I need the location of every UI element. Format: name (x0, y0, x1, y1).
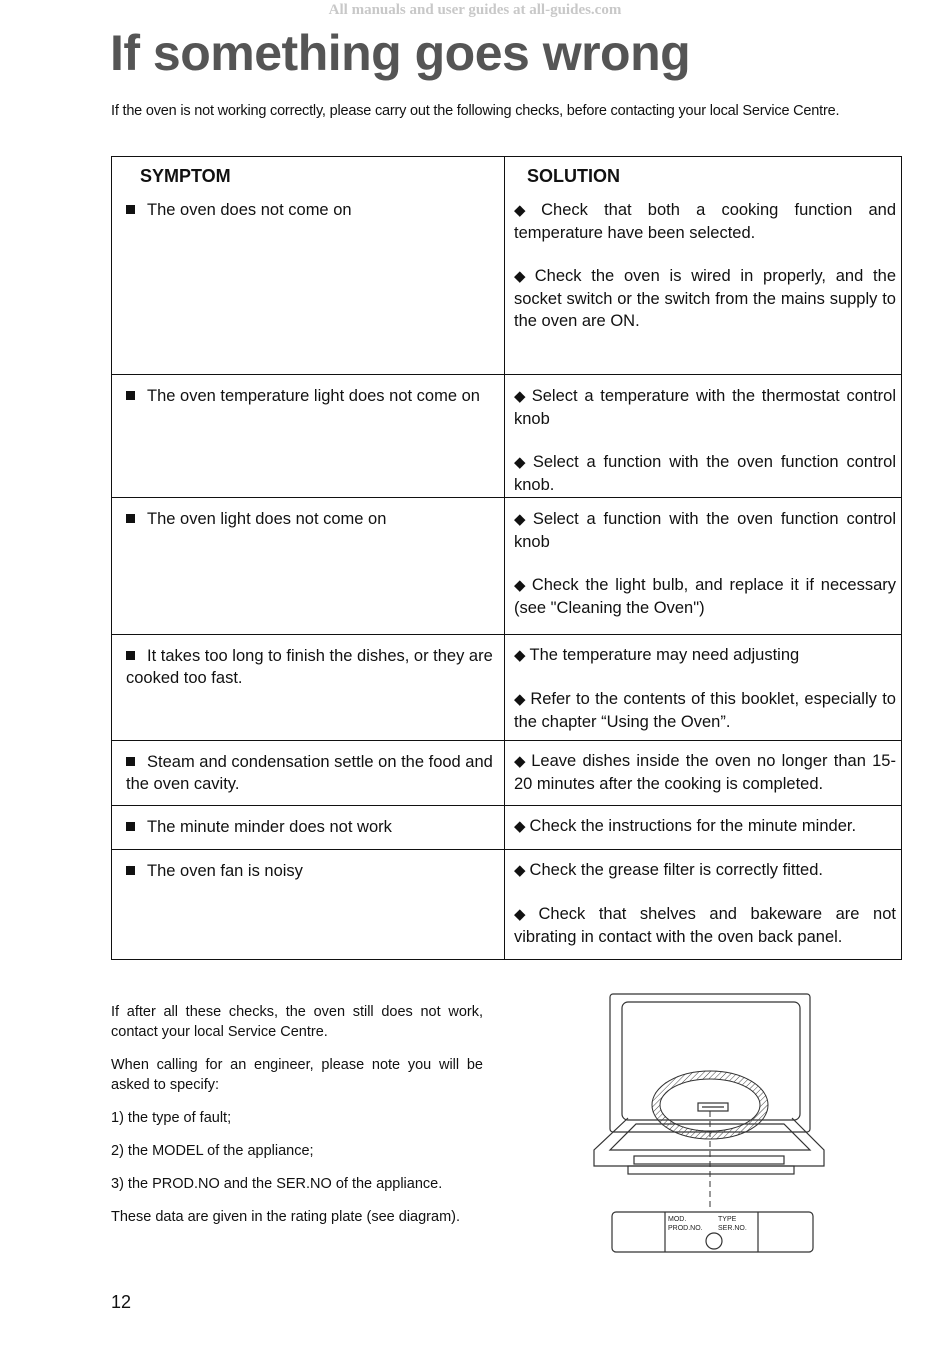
solution-text: The temperature may need adjusting (529, 646, 800, 664)
table-row (112, 635, 902, 741)
diamond-bullet-icon: ◆ (514, 511, 529, 528)
diamond-bullet-icon: ◆ (514, 818, 526, 835)
solution-text: Check the instructions for the minute minder. (529, 817, 857, 835)
page-title: If something goes wrong (110, 25, 691, 81)
solution-item (505, 199, 901, 244)
table-row (112, 498, 902, 635)
table-row (112, 375, 902, 498)
symptom-label: The minute minder does not work (147, 818, 392, 836)
solution-text: Select a temperature with the thermostat control knob (514, 387, 896, 428)
list-item: 1) the type of fault; (111, 1110, 232, 1126)
symptom-text (112, 806, 504, 838)
square-bullet-icon (126, 651, 135, 660)
table-row (112, 157, 902, 375)
solution-cell (505, 741, 902, 806)
diamond-bullet-icon: ◆ (514, 454, 529, 471)
symptom-cell (112, 375, 505, 498)
solution-text: Select a function with the oven function control knob (514, 510, 896, 551)
solution-text: Leave dishes inside the oven no longer than 15-20 minutes after the cooking is completed. (514, 752, 896, 793)
solution-item (505, 688, 901, 733)
solution-item (505, 815, 901, 838)
symptom-text (112, 375, 504, 407)
solution-text: Check the grease filter is correctly fitted. (529, 861, 823, 879)
solution-header: SOLUTION (527, 166, 620, 186)
square-bullet-icon (126, 866, 135, 875)
table-row (112, 806, 902, 850)
rating-plate (612, 1212, 813, 1252)
table-row (112, 741, 902, 806)
solution-text: Check that shelves and bakeware are not vibrating in contact with the oven back panel. (514, 905, 896, 946)
table-row (112, 850, 902, 960)
solution-item (505, 385, 901, 430)
symptom-text (112, 498, 504, 530)
symptom-label: Steam and condensation settle on the food and the oven cavity. (126, 753, 493, 793)
troubleshooting-table (111, 156, 902, 960)
square-bullet-icon (126, 514, 135, 523)
solution-cell (505, 635, 902, 741)
symptom-label: The oven light does not come on (147, 510, 387, 528)
solution-item (505, 859, 901, 882)
symptom-cell (112, 806, 505, 850)
square-bullet-icon (126, 205, 135, 214)
plate-mod-label: MOD. (668, 1216, 687, 1223)
square-bullet-icon (126, 757, 135, 766)
diamond-bullet-icon: ◆ (514, 862, 526, 879)
diamond-bullet-icon: ◆ (514, 753, 528, 770)
list-item: 2) the MODEL of the appliance; (111, 1143, 314, 1159)
square-bullet-icon (126, 822, 135, 831)
symptom-cell (112, 157, 505, 375)
solution-item (505, 903, 901, 948)
plate-ser-label: SER.NO. (718, 1225, 747, 1232)
solution-item (505, 574, 901, 619)
diamond-bullet-icon: ◆ (514, 268, 531, 285)
oven-base (628, 1166, 794, 1174)
symptom-cell (112, 741, 505, 806)
plate-type-label: TYPE (718, 1216, 737, 1223)
intro-text: If the oven is not working correctly, please carry out the following checks, before contacting your local Service Centre. (111, 103, 840, 119)
solution-cell (505, 157, 902, 375)
control-strip (634, 1156, 784, 1164)
solution-item (505, 265, 901, 332)
paragraph: When calling for an engineer, please note you will be asked to specify: (111, 1057, 483, 1093)
diamond-bullet-icon: ◆ (514, 202, 538, 219)
watermark: All manuals and user guides at all-guides.com (328, 2, 622, 18)
solution-cell (505, 850, 902, 960)
solution-item (505, 451, 901, 496)
list-item: 3) the PROD.NO and the SER.NO of the appliance. (111, 1176, 443, 1192)
solution-text: Check the light bulb, and replace it if necessary (see "Cleaning the Oven") (514, 576, 896, 617)
solution-text: Refer to the contents of this booklet, especially to the chapter “Using the Oven”. (514, 690, 896, 731)
page-number: 12 (111, 1292, 132, 1312)
solution-cell (505, 806, 902, 850)
square-bullet-icon (126, 391, 135, 400)
solution-item (505, 644, 901, 667)
oven-rating-plate-diagram (588, 990, 838, 1260)
paragraph: If after all these checks, the oven still does not work, contact your local Service Centre. (111, 1004, 483, 1040)
diamond-bullet-icon: ◆ (514, 906, 535, 923)
diamond-bullet-icon: ◆ (514, 577, 528, 594)
symptom-cell (112, 850, 505, 960)
highlight-ring-outer (652, 1071, 768, 1139)
solution-cell (505, 498, 902, 635)
solution-cell (505, 375, 902, 498)
symptom-text (112, 850, 504, 882)
symptom-label: The oven fan is noisy (147, 862, 303, 880)
symptom-label: It takes too long to finish the dishes, or they are cooked too fast. (126, 647, 493, 687)
diamond-bullet-icon: ◆ (514, 647, 526, 664)
symptom-cell (112, 498, 505, 635)
symptom-label: The oven does not come on (147, 201, 352, 219)
paragraph: These data are given in the rating plate (see diagram). (111, 1209, 461, 1225)
solution-item (505, 750, 901, 795)
symptom-cell (112, 635, 505, 741)
oven-window (622, 1002, 800, 1120)
solution-text: Select a function with the oven function control knob. (514, 453, 896, 494)
oven-body-outline (594, 1118, 824, 1166)
solution-item (505, 508, 901, 553)
symptom-text (112, 635, 504, 689)
symptom-text (112, 189, 504, 221)
diamond-bullet-icon: ◆ (514, 388, 528, 405)
diamond-bullet-icon: ◆ (514, 691, 527, 708)
contact-info-text (111, 1002, 483, 1240)
solution-text: Check the oven is wired in properly, and the socket switch or the switch from the mains supply to the oven are ON. (514, 267, 896, 330)
symptom-text (112, 741, 504, 795)
symptom-header: SYMPTOM (140, 166, 231, 186)
solution-text: Check that both a cooking function and temperature have been selected. (514, 201, 896, 242)
symptom-label: The oven temperature light does not come on (147, 387, 480, 405)
plate-prod-label: PROD.NO. (668, 1225, 703, 1232)
